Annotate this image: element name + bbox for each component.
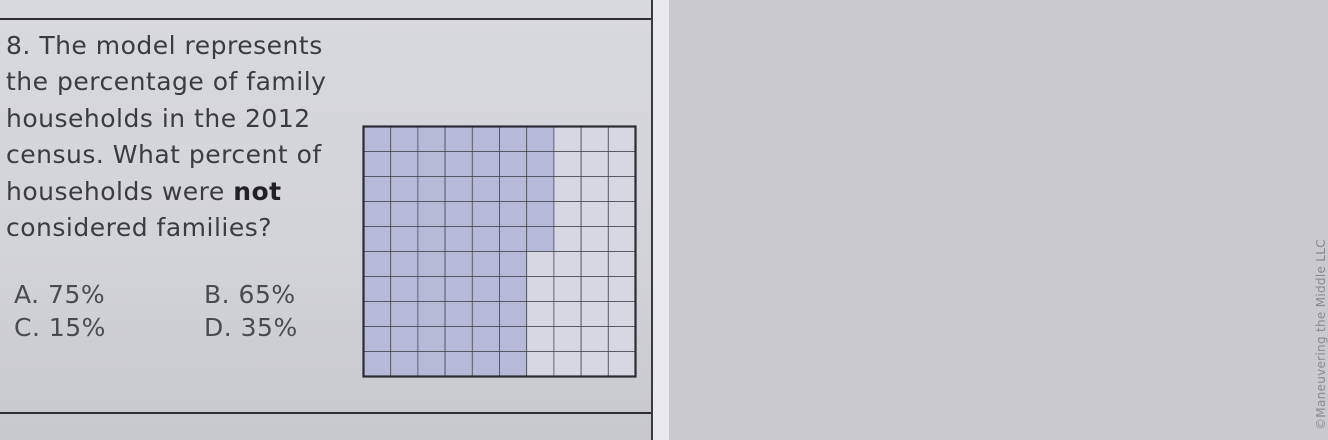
question-number: 8. [6,31,31,60]
shaded-square [445,277,472,302]
shaded-square [418,227,445,252]
shaded-square [472,277,499,302]
empty-square [527,327,554,352]
shaded-square [364,302,391,327]
shaded-square [418,302,445,327]
shaded-square [418,202,445,227]
empty-square [554,152,581,177]
shaded-square [418,127,445,152]
shaded-square [418,352,445,377]
empty-square [581,152,608,177]
shaded-square [364,227,391,252]
hundred-grid-model [362,125,637,378]
empty-square [608,177,635,202]
empty-square [554,127,581,152]
empty-square [554,352,581,377]
shaded-square [445,352,472,377]
choice-d[interactable]: D. 35% [204,313,298,342]
shaded-square [445,252,472,277]
empty-square [554,302,581,327]
empty-square [581,352,608,377]
shaded-square [527,127,554,152]
shaded-square [500,302,527,327]
question-line-3: households in the 2012 [6,103,311,133]
hundred-grid [362,125,637,378]
shaded-square [364,327,391,352]
empty-square [608,327,635,352]
shaded-square [364,202,391,227]
shaded-square [472,252,499,277]
shaded-square [500,177,527,202]
question-line-4: census. What percent of [6,140,322,170]
copyright-text: ©Maneuvering the Middle LLC [1314,239,1328,430]
empty-square [554,277,581,302]
shaded-square [472,202,499,227]
shaded-square [527,202,554,227]
empty-square [608,202,635,227]
shaded-square [472,327,499,352]
question-line-2: the percentage of family [6,67,327,97]
empty-square [581,177,608,202]
shaded-square [445,202,472,227]
shaded-square [500,152,527,177]
shaded-square [527,177,554,202]
shaded-square [500,327,527,352]
shaded-square [472,127,499,152]
emphasis-not: not [233,176,282,206]
empty-square [581,252,608,277]
empty-square [581,227,608,252]
shaded-square [500,202,527,227]
empty-square [608,252,635,277]
shaded-square [418,177,445,202]
shaded-square [391,277,418,302]
shaded-square [364,277,391,302]
shaded-square [472,177,499,202]
choice-c[interactable]: C. 15% [14,313,106,342]
shaded-square [445,227,472,252]
choice-b[interactable]: B. 65% [204,280,296,309]
shaded-square [418,152,445,177]
shaded-square [391,302,418,327]
empty-square [527,277,554,302]
shaded-square [445,177,472,202]
shaded-square [472,152,499,177]
empty-square [527,352,554,377]
empty-square [554,327,581,352]
question-line-5: households were not [6,176,282,206]
shaded-square [418,252,445,277]
shaded-square [391,227,418,252]
empty-square [554,177,581,202]
empty-square [554,227,581,252]
question-line-1: 8. The model represents [6,31,323,60]
shaded-square [391,352,418,377]
question-8 [6,28,356,246]
empty-square [608,302,635,327]
empty-square [581,127,608,152]
shaded-square [391,152,418,177]
shaded-square [472,302,499,327]
shaded-square [364,177,391,202]
shaded-square [391,127,418,152]
shaded-square [500,352,527,377]
empty-square [527,252,554,277]
shaded-square [364,252,391,277]
margin-strip [653,0,1328,440]
shaded-square [500,252,527,277]
shaded-square [364,152,391,177]
empty-square [608,277,635,302]
shaded-square [445,327,472,352]
empty-square [554,252,581,277]
empty-square [554,202,581,227]
shaded-square [500,227,527,252]
shaded-square [391,202,418,227]
question-line-6: considered families? [6,213,273,243]
shaded-square [391,327,418,352]
worksheet-page [0,0,651,440]
shaded-square [418,277,445,302]
shaded-square [527,152,554,177]
shaded-square [418,327,445,352]
shaded-square [391,177,418,202]
shaded-square [500,127,527,152]
choice-a[interactable]: A. 75% [14,280,106,309]
shaded-square [364,352,391,377]
empty-square [581,202,608,227]
empty-square [581,302,608,327]
empty-square [608,227,635,252]
shaded-square [500,277,527,302]
empty-square [581,327,608,352]
shaded-square [527,227,554,252]
empty-square [608,127,635,152]
bottom-rule [0,412,651,414]
shaded-square [445,302,472,327]
top-rule [0,18,651,20]
empty-square [527,302,554,327]
shaded-square [391,252,418,277]
shaded-square [364,127,391,152]
shaded-square [445,152,472,177]
empty-square [608,152,635,177]
shaded-square [445,127,472,152]
shaded-square [472,352,499,377]
empty-square [581,277,608,302]
shaded-square [472,227,499,252]
empty-square [608,352,635,377]
